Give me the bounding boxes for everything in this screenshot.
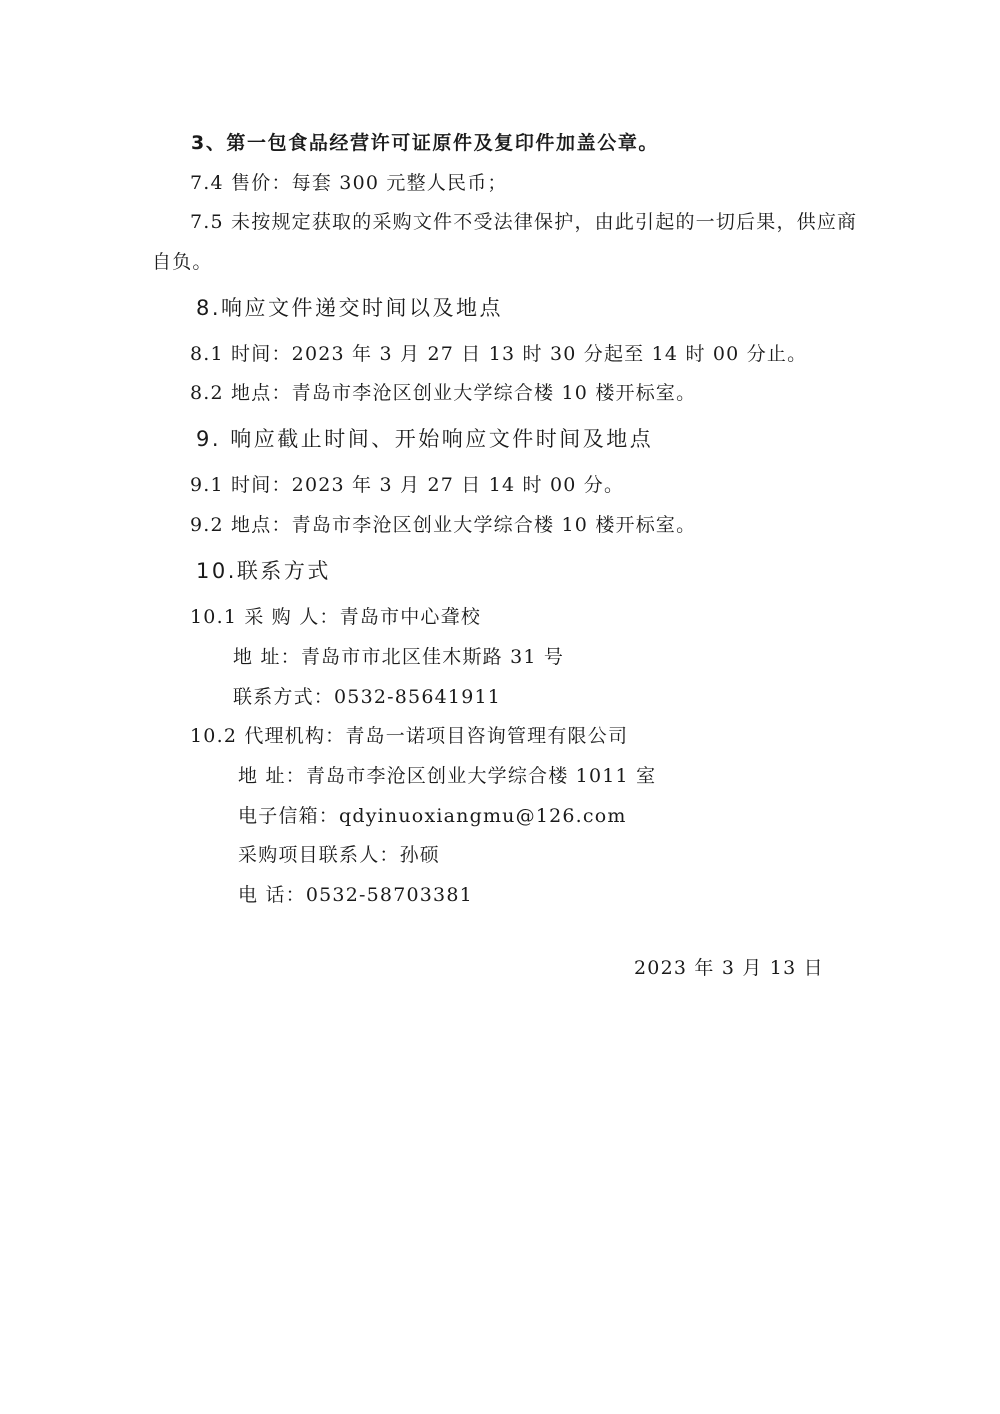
agency-address: 地 址：青岛市李沧区创业大学综合楼 1011 室 [238, 765, 657, 787]
heading-8-submission: 8.响应文件递交时间以及地点 [196, 296, 504, 320]
document-date: 2023 年 3 月 13 日 [634, 957, 824, 979]
section-7-5-line2: 自负。 [152, 251, 213, 273]
purchaser-address: 地 址：青岛市市北区佳木斯路 31 号 [233, 646, 565, 668]
section-8-2-place: 8.2 地点：青岛市李沧区创业大学综合楼 10 楼开标室。 [190, 382, 697, 404]
section-8-1-time: 8.1 时间：2023 年 3 月 27 日 13 时 30 分起至 14 时 00 分止。 [190, 343, 808, 365]
agency-line: 10.2 代理机构：青岛一诺项目咨询管理有限公司 [190, 725, 629, 747]
agency-phone: 电 话：0532-58703381 [238, 884, 473, 906]
section-7-5-line1: 7.5 未按规定获取的采购文件不受法律保护，由此引起的一切后果，供应商 [190, 211, 858, 233]
section-9-2-place: 9.2 地点：青岛市李沧区创业大学综合楼 10 楼开标室。 [190, 514, 697, 536]
purchaser-line: 10.1 采 购 人：青岛市中心聋校 [190, 606, 482, 628]
section-9-1-time: 9.1 时间：2023 年 3 月 27 日 14 时 00 分。 [190, 474, 625, 496]
agency-liaison: 采购项目联系人：孙硕 [238, 844, 441, 866]
heading-10-contact: 10.联系方式 [196, 559, 331, 583]
agency-email: 电子信箱：qdyinuoxiangmu@126.com [238, 805, 627, 827]
heading-9-deadline: 9. 响应截止时间、开始响应文件时间及地点 [196, 427, 654, 451]
item-3-food-license: 3、第一包食品经营许可证原件及复印件加盖公章。 [191, 132, 660, 154]
purchaser-contact: 联系方式：0532-85641911 [233, 686, 502, 708]
section-7-4-price: 7.4 售价：每套 300 元整人民币； [190, 172, 508, 194]
